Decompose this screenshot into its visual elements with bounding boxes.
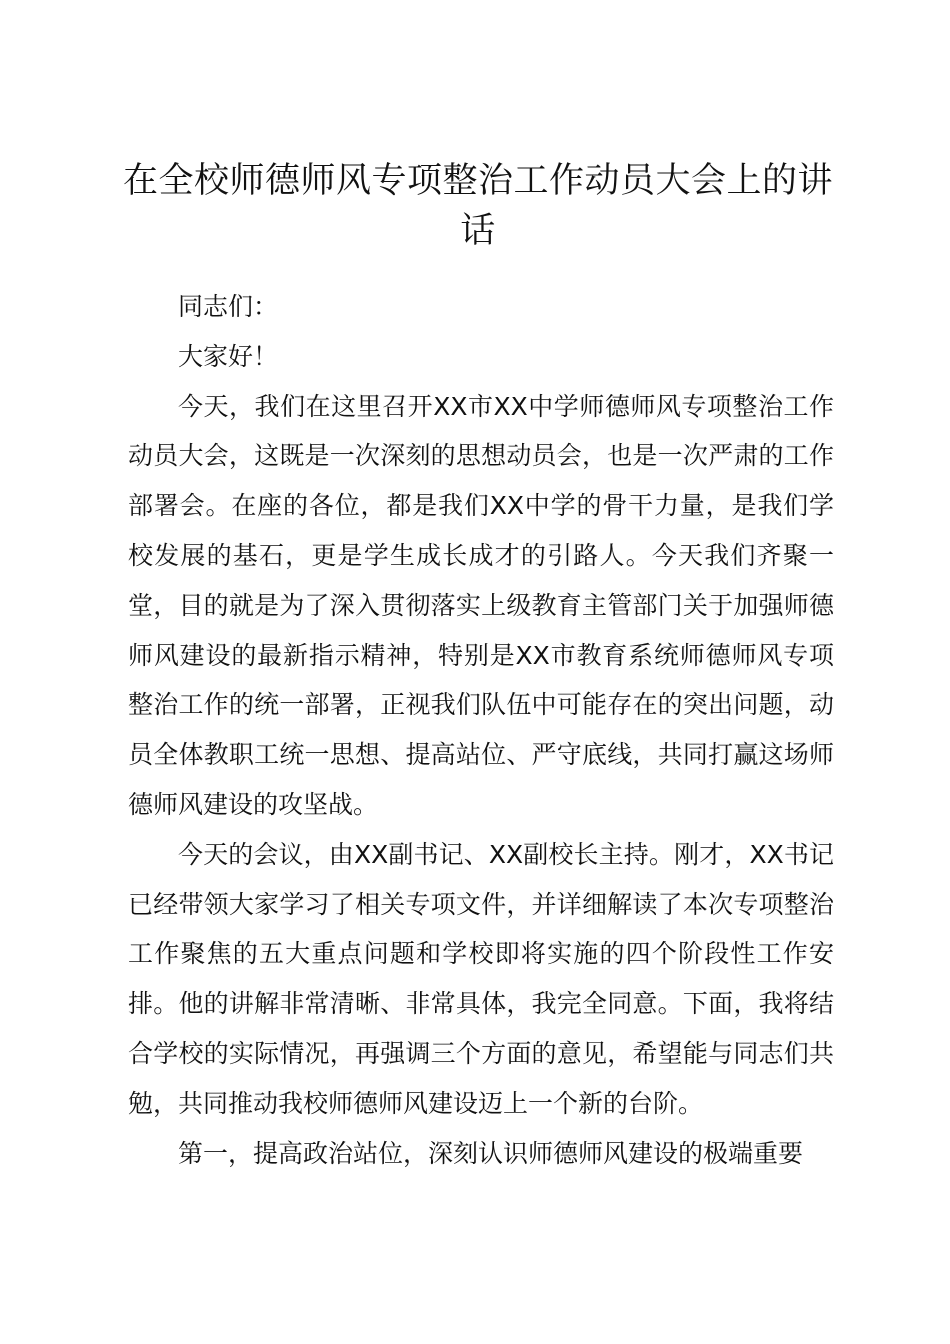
document-body [128,282,834,1178]
paragraph-meeting: 今天的会议，由XX副书记、XX副校长主持。刚才，XX书记已经带领大家学习了相关专项文件，并详细解读了本次专项整治工作聚焦的五大重点问题和学校即将实施的四个阶段性工作安排。他的讲解非常清晰、非常具体，我完全同意。下面，我将结合学校的实际情况，再强调三个方面的意见，希望能与同志们共勉，共同推动我校师德师风建设迈上一个新的台阶。 [128,839,834,1118]
greeting: 大家好！ [178,341,279,371]
paragraph-first-point: 第一，提高政治站位，深刻认识师德师风建设的极端重要 [178,1138,804,1168]
salutation: 同志们： [178,292,279,321]
document-title: 在全校师德师风专项整治工作动员大会上的讲话 [122,161,833,251]
paragraph-intro: 今天，我们在这里召开XX市XX中学师德师风专项整治工作动员大会，这既是一次深刻的思想动员会，也是一次严肃的工作部署会。在座的各位，都是我们XX中学的骨干力量，是我们学校发展的基石，更是学生成长成才的引路人。今天我们齐聚一堂，目的就是为了深入贯彻落实上级教育主管部门关于加强师德师风建设的最新指示精神，特别是XX市教育系统师德师风专项整治工作的统一部署，正视我们队伍中可能存在的突出问题，动员全体教职工统一思想、提高站位、严守底线，共同打赢这场师德师风建设的攻坚战。 [128,391,834,819]
